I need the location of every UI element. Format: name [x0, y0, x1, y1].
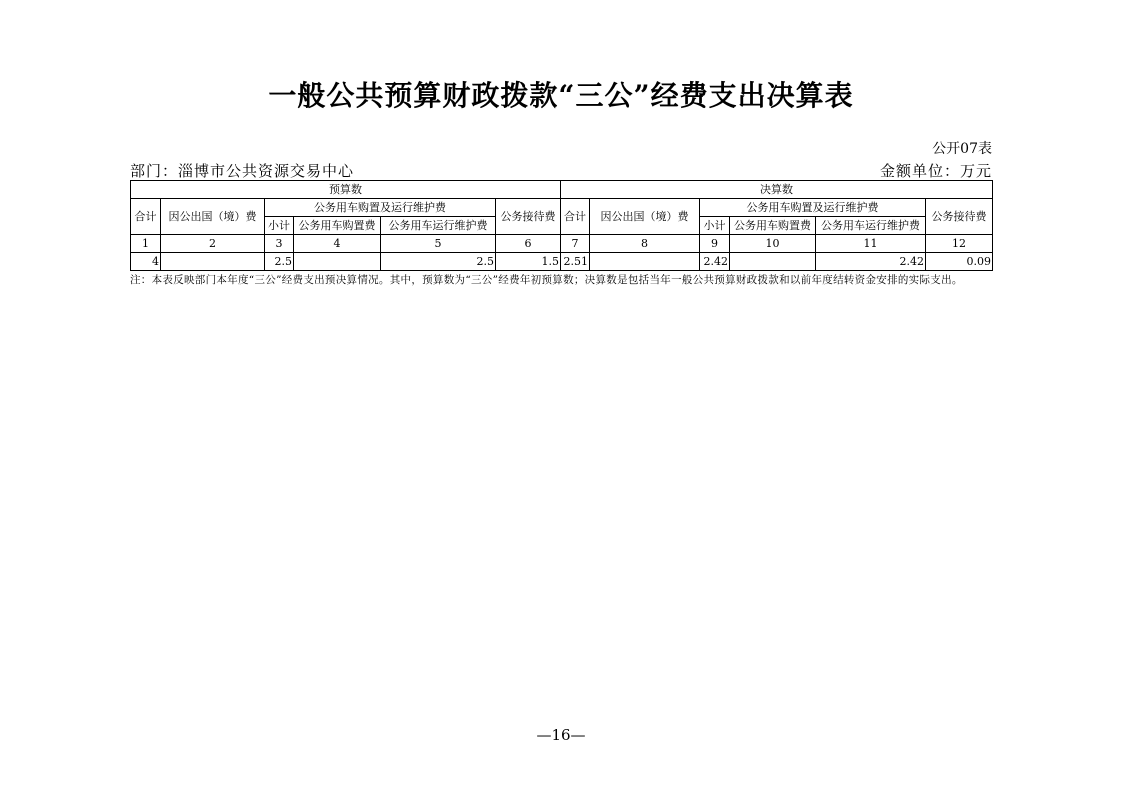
budget-reception-header: 公务接待费 [496, 199, 561, 235]
column-number: 4 [294, 235, 381, 253]
final-total-header: 合计 [561, 199, 590, 235]
budget-operation-header: 公务用车运行维护费 [381, 217, 496, 235]
budget-vehicle-header: 公务用车购置及运行维护费 [265, 199, 496, 217]
column-number: 2 [161, 235, 265, 253]
column-number: 6 [496, 235, 561, 253]
budget-subtotal-header: 小计 [265, 217, 294, 235]
column-number: 1 [131, 235, 161, 253]
final-abroad-value [590, 253, 700, 271]
page-number: —16— [536, 726, 586, 744]
department-label: 部门：淄博市公共资源交易中心 [130, 162, 355, 180]
budget-header: 预算数 [131, 181, 561, 199]
final-abroad-header: 因公出国（境）费 [590, 199, 700, 235]
header-row-2 [131, 199, 993, 217]
final-operation-header: 公务用车运行维护费 [816, 217, 926, 235]
budget-total-header: 合计 [131, 199, 161, 235]
column-number-row [131, 235, 993, 253]
budget-total-value: 4 [131, 253, 161, 271]
final-purchase-value [730, 253, 816, 271]
budget-operation-value: 2.5 [381, 253, 496, 271]
final-total-value: 2.51 [561, 253, 590, 271]
column-number: 7 [561, 235, 590, 253]
final-reception-header: 公务接待费 [926, 199, 993, 235]
final-header: 决算数 [561, 181, 993, 199]
column-number: 8 [590, 235, 700, 253]
table-note: 注：本表反映部门本年度“三公”经费支出预决算情况。其中，预算数为“三公”经费年初预算数；决算数是包括当年一般公共预算财政拨款和以前年度结转资金安排的实际支出。 [130, 274, 963, 286]
three-public-expenses-table [130, 180, 993, 271]
budget-purchase-header: 公务用车购置费 [294, 217, 381, 235]
column-number: 11 [816, 235, 926, 253]
column-number: 5 [381, 235, 496, 253]
final-subtotal-value: 2.42 [700, 253, 730, 271]
budget-abroad-value [161, 253, 265, 271]
form-code: 公开07表 [932, 141, 992, 157]
column-number: 10 [730, 235, 816, 253]
final-purchase-header: 公务用车购置费 [730, 217, 816, 235]
column-number: 3 [265, 235, 294, 253]
budget-purchase-value [294, 253, 381, 271]
final-subtotal-header: 小计 [700, 217, 730, 235]
final-operation-value: 2.42 [816, 253, 926, 271]
column-number: 9 [700, 235, 730, 253]
final-reception-value: 0.09 [926, 253, 993, 271]
final-vehicle-header: 公务用车购置及运行维护费 [700, 199, 926, 217]
amount-unit-label: 金额单位：万元 [879, 162, 992, 180]
budget-subtotal-value: 2.5 [265, 253, 294, 271]
budget-abroad-header: 因公出国（境）费 [161, 199, 265, 235]
column-number: 12 [926, 235, 993, 253]
page-title: 一般公共预算财政拨款“三公”经费支出决算表 [268, 79, 854, 112]
table-row [131, 253, 993, 271]
budget-reception-value: 1.5 [496, 253, 561, 271]
header-row-1 [131, 181, 993, 199]
